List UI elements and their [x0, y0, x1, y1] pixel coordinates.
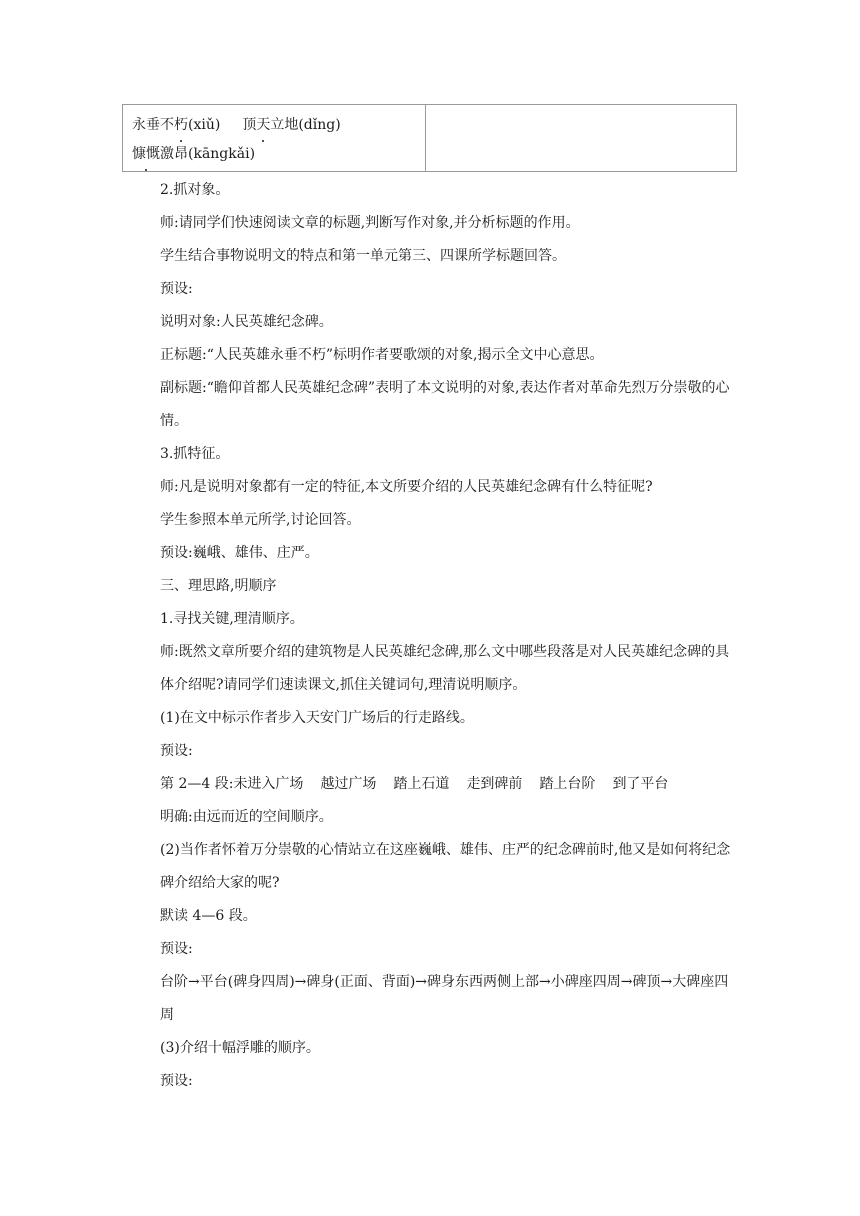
- section-heading: 2.抓对象。: [160, 182, 230, 198]
- paragraph: 预设:巍峨、雄伟、庄严。: [160, 545, 319, 561]
- route-step: 到了平台: [612, 776, 669, 792]
- paragraph: 说明对象:人民英雄纪念碑。: [160, 314, 333, 330]
- question: (1)在文中标示作者步入天安门广场后的行走路线。: [160, 710, 474, 726]
- word-3-pinyin: (kāngkǎi): [188, 146, 256, 162]
- section-heading: 1.寻找关键,理清顺序。: [160, 611, 304, 627]
- word-3-dotted-chars: 慷慨: [132, 140, 160, 169]
- word-1-prefix: 永垂不: [132, 117, 174, 133]
- word-2-prefix: 顶: [242, 117, 257, 133]
- route-step: 越过广场: [320, 776, 377, 792]
- teacher-prompt: 师:既然文章所要介绍的建筑物是人民英雄纪念碑,那么文中哪些段落是对人民英雄纪念碑的具体介绍呢?请同学们速读课文,抓住关键词句,理清说明顺序。: [160, 644, 730, 693]
- route-step: 未进入广场: [233, 776, 304, 792]
- preset-label: 预设:: [160, 1073, 193, 1089]
- preset-label: 预设:: [160, 743, 193, 759]
- section-heading: 3.抓特征。: [160, 446, 230, 462]
- word-2-suffix: 立地: [270, 117, 299, 133]
- word-2-dotted-char: 天: [256, 111, 270, 140]
- student-activity: 学生参照本单元所学,讨论回答。: [160, 512, 361, 528]
- route-step: 踏上台阶: [539, 776, 596, 792]
- vocabulary-cell: [123, 105, 426, 171]
- teacher-prompt: 师:请同学们快速阅读文章的标题,判断写作对象,并分析标题的作用。: [160, 215, 580, 231]
- route-step: 踏上石道: [393, 776, 450, 792]
- lesson-body: [122, 174, 734, 1098]
- paragraph: 副标题:“瞻仰首都人民英雄纪念碑”表明了本文说明的对象,表达作者对革命先烈万分崇敬的心情。: [160, 380, 730, 429]
- vocabulary-row-2: [132, 140, 425, 169]
- teacher-prompt: 师:凡是说明对象都有一定的特征,本文所要介绍的人民英雄纪念碑有什么特征呢?: [160, 479, 653, 495]
- route-step: 走到碑前: [466, 776, 523, 792]
- route-label: 第 2—4 段:: [160, 776, 234, 792]
- vocabulary-row-1: [132, 111, 425, 140]
- empty-table-cell: [426, 105, 736, 171]
- vocabulary-table: [122, 104, 737, 172]
- preset-label: 预设:: [160, 941, 193, 957]
- paragraph: 明确:由远而近的空间顺序。: [160, 809, 333, 825]
- preset-label: 预设:: [160, 281, 193, 297]
- word-1-pinyin: (xiǔ): [188, 117, 221, 133]
- question: (2)当作者怀着万分崇敬的心情站立在这座巍峨、雄伟、庄严的纪念碑前时,他又是如何将纪念碑介绍给大家的呢?: [160, 842, 731, 891]
- word-2-pinyin: (dǐng): [298, 117, 341, 133]
- section-heading: 三、理思路,明顺序: [160, 578, 277, 594]
- student-activity: 学生结合事物说明文的特点和第一单元第三、四课所学标题回答。: [160, 248, 566, 264]
- paragraph: 正标题:“人民英雄永垂不朽”标明作者要歌颂的对象,揭示全文中心意思。: [160, 347, 604, 363]
- word-3-suffix: 激昂: [160, 146, 188, 162]
- paragraph: 默读 4—6 段。: [160, 908, 257, 924]
- word-1-dotted-char: 朽: [174, 111, 188, 140]
- question: (3)介绍十幅浮雕的顺序。: [160, 1040, 320, 1056]
- walking-route: [122, 768, 734, 801]
- paragraph: 台阶→平台(碑身四周)→碑身(正面、背面)→碑身东西两侧上部→小碑座四周→碑顶→大碑座四周: [160, 974, 729, 1023]
